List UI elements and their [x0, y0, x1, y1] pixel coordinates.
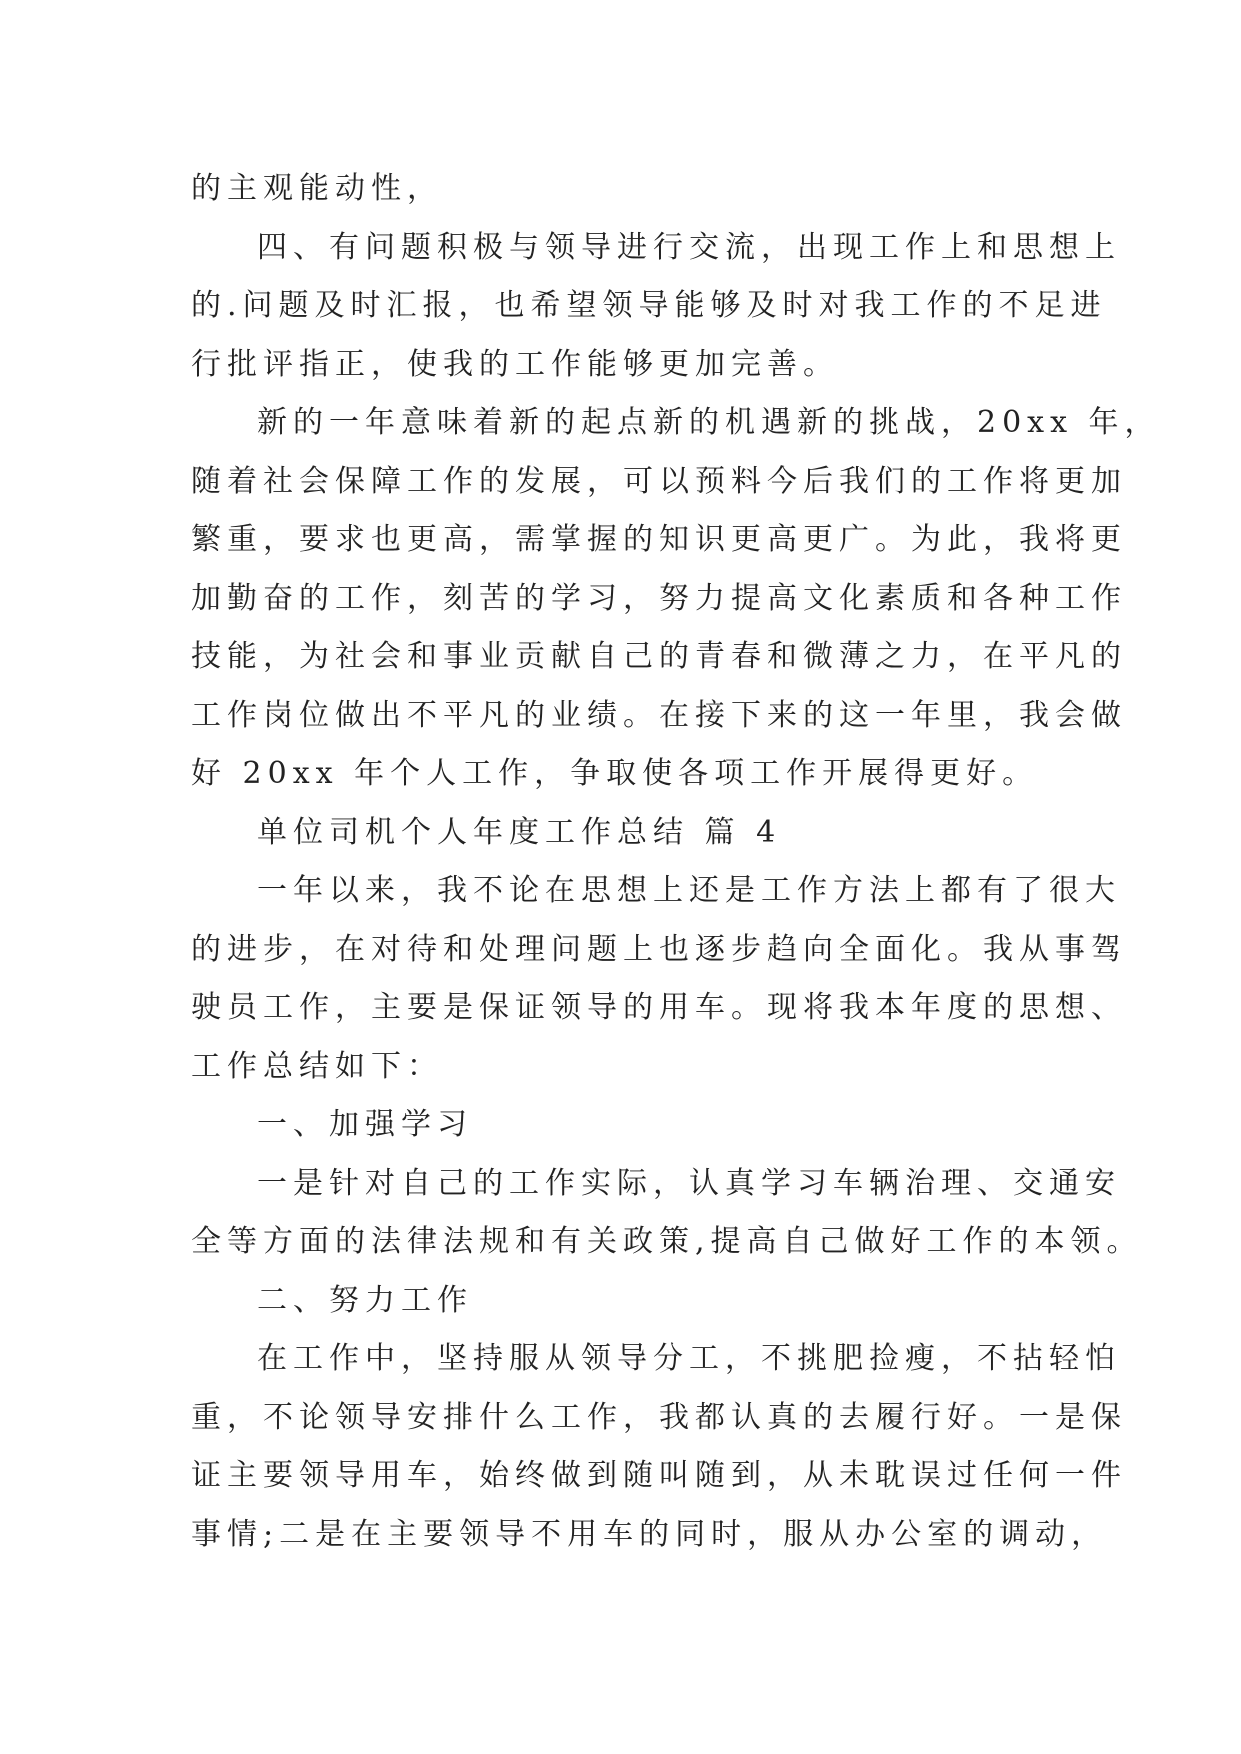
section-heading: 单位司机个人年度工作总结 篇 4	[257, 814, 782, 850]
text-line: 新的一年意味着新的起点新的机遇新的挑战，20xx 年，	[257, 405, 1161, 440]
text-line: 一是针对自己的工作实际，认真学习车辆治理、交通安	[257, 1165, 1121, 1201]
text-line: 好 20xx 年个人工作，争取使各项工作开展得更好。	[191, 756, 1039, 791]
text-line: 重，不论领导安排什么工作，我都认真的去履行好。一是保	[191, 1399, 1127, 1435]
text-line: 随着社会保障工作的发展，可以预料今后我们的工作将更加	[191, 463, 1127, 499]
subsection-heading: 一、加强学习	[257, 1107, 473, 1142]
document-body	[191, 160, 1161, 1564]
text-line: 工作岗位做出不平凡的业绩。在接下来的这一年里，我会做	[191, 697, 1127, 733]
text-line: 事情;二是在主要领导不用车的同时，服从办公室的调动，	[191, 1516, 1108, 1552]
subsection-heading: 二、努力工作	[257, 1282, 473, 1318]
text-line: 的主观能动性，	[191, 171, 443, 206]
text-line: 加勤奋的工作，刻苦的学习，努力提高文化素质和各种工作	[191, 580, 1127, 616]
text-line: 一年以来，我不论在思想上还是工作方法上都有了很大	[257, 873, 1121, 908]
text-line: 行批评指正，使我的工作能够更加完善。	[191, 346, 839, 382]
text-line: 全等方面的法律法规和有关政策,提高自己做好工作的本领。	[191, 1224, 1143, 1259]
text-line: 繁重，要求也更高，需掌握的知识更高更广。为此，我将更	[191, 522, 1127, 557]
text-line: 的进步，在对待和处理问题上也逐步趋向全面化。我从事驾	[191, 931, 1127, 967]
text-line: 证主要领导用车，始终做到随叫随到，从未耽误过任何一件	[191, 1458, 1127, 1493]
text-line: 工作总结如下：	[191, 1048, 443, 1084]
text-line: 驶员工作，主要是保证领导的用车。现将我本年度的思想、	[191, 990, 1127, 1025]
text-line: 的.问题及时汇报，也希望领导能够及时对我工作的不足进	[191, 288, 1107, 323]
text-line: 四、有问题积极与领导进行交流，出现工作上和思想上	[257, 229, 1121, 265]
text-line: 技能，为社会和事业贡献自己的青春和微薄之力，在平凡的	[191, 639, 1127, 674]
text-line: 在工作中，坚持服从领导分工，不挑肥捡瘦，不拈轻怕	[257, 1341, 1121, 1376]
